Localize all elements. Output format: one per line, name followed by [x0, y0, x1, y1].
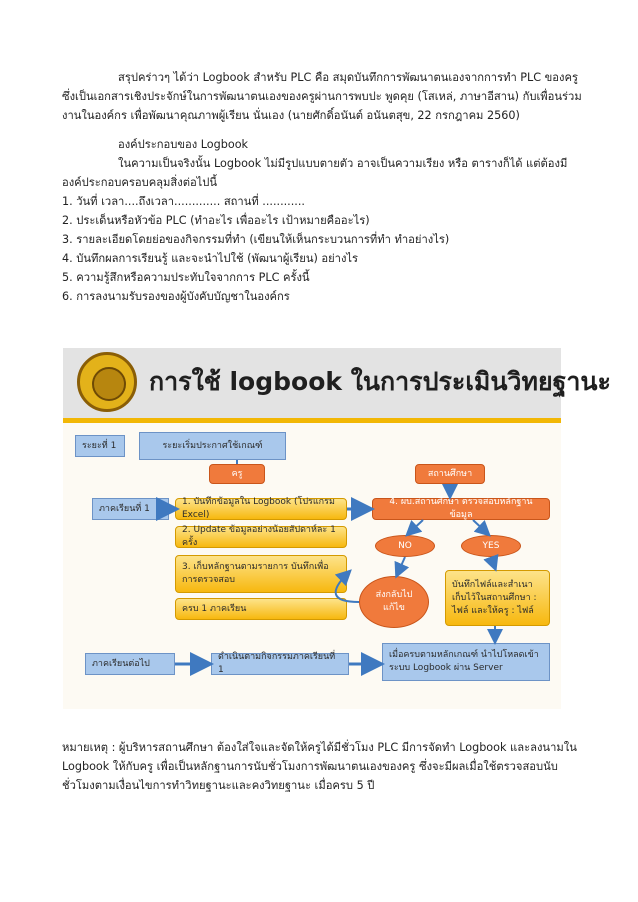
sendback-ellipse: ส่งกลับไปแก้ไข: [359, 576, 429, 628]
diagram-title: การใช้ logbook ในการประเมินวิทยฐานะ: [149, 367, 611, 396]
list-item: 5. ความรู้สึกหรือความประทับใจจากการ PLC ครั้งนี้: [62, 271, 310, 284]
store-box: บันทึกไฟล์และสำเนาเก็บไว้ในสถานศึกษา : ไฟล์ และให้ครู : ไฟล์: [445, 570, 550, 626]
banner-divider: [63, 418, 561, 423]
step-done-box: ครบ 1 ภาคเรียน: [175, 598, 347, 620]
school-box: สถานศึกษา: [415, 464, 485, 484]
list-item: 4. บันทึกผลการเรียนรู้ และจะนำไปใช้ (พัฒนาผู้เรียน) อย่างไร: [62, 252, 359, 265]
list-item: 2. ประเด็นหรือหัวข้อ PLC (ทำอะไร เพื่ออะไร เป้าหมายคืออะไร): [62, 214, 370, 227]
list-item: 6. การลงนามรับรองของผู้บังคับบัญชาในองค์กร: [62, 290, 290, 303]
logbook-flowchart: [63, 348, 611, 709]
note-text: [62, 738, 582, 795]
continue-box: ดำเนินตามกิจกรรมภาคเรียนที่ 1: [211, 653, 349, 675]
diagram-banner: [63, 348, 611, 418]
list-item: 1. วันที่ เวลา....ถึงเวลา............. สถานที่ ............: [62, 195, 305, 208]
list-item: 3. รายละเอียดโดยย่อของกิจกรรมที่ทำ (เขียนให้เห็นกระบวนการที่ทำ ทำอย่างไร): [62, 233, 450, 246]
step4-box: 4. ผบ.สถานศึกษา ตรวจสอบหลักฐานข้อมูล: [372, 498, 550, 520]
note-paragraph: หมายเหตุ : ผู้บริหารสถานศึกษา ต้องใส่ใจและจัดให้ครูได้มีชั่วโมง PLC มีการจัดทำ Logbook และลงนามใน Logbook ให้กับครู เพื่อเป็นหลักฐานการนับชั่วโมงการพัฒนาตนเองของครู ซึ่งจะมีผลเมื่อใช้ตรวจสอบนับชั่วโมงตามเงื่อนไขการทำวิทยฐานะและคงวิทยฐานะ เมื่อครบ 5 ปี: [62, 741, 577, 792]
step2-box: 2. Update ข้อมูลอย่างน้อยสัปดาห์ละ 1 ครั้ง: [175, 526, 347, 548]
teacher-box: ครู: [209, 464, 265, 484]
no-ellipse: NO: [375, 535, 435, 557]
phase-label: ระยะที่ 1: [75, 435, 125, 457]
step3-box: 3. เก็บหลักฐานตามรายการ บันทึกเพื่อการตรวจสอบ: [175, 555, 347, 593]
ministry-seal-icon: [77, 352, 137, 412]
components-paragraph: ในความเป็นจริงนั้น Logbook ไม่มีรูปแบบตายตัว อาจเป็นความเรียง หรือ ตารางก็ได้ แต่ต้องมีองค์ประกอบครอบคลุมสิ่งต่อไปนี้: [62, 157, 568, 189]
intro-paragraph: สรุปคร่าวๆ ได้ว่า Logbook สำหรับ PLC คือ สมุดบันทึกการพัฒนาตนเองจากการทำ PLC ของครูซึ่งเป็นเอกสารเชิงประจักษ์ในการพัฒนาตนเองของครูผ่านการพบปะ พูดคุย (โสเหล่, ภาษาอีสาน) กับเพื่อนร่วมงานในองค์กร เพื่อพัฒนาคุณภาพผู้เรียน นั่นเอง (นายศักดิ์อนันต์ อนันตสุข, 22 กรกฎาคม 2560): [62, 71, 582, 122]
yes-ellipse: YES: [461, 535, 521, 557]
section-title: องค์ประกอบของ Logbook: [118, 138, 249, 151]
phase-description: ระยะเริ่มประกาศใช้เกณฑ์: [139, 432, 286, 460]
next-semester-box: ภาคเรียนต่อไป: [85, 653, 175, 675]
step1-box: 1. บันทึกข้อมูลใน Logbook (โปรแกรม Excel): [175, 498, 347, 520]
intro-text: [62, 68, 582, 306]
semester1-box: ภาคเรียนที่ 1: [92, 498, 169, 520]
upload-box: เมื่อครบตามหลักเกณฑ์ นำไปโหลดเข้าระบบ Logbook ผ่าน Server: [382, 643, 550, 681]
